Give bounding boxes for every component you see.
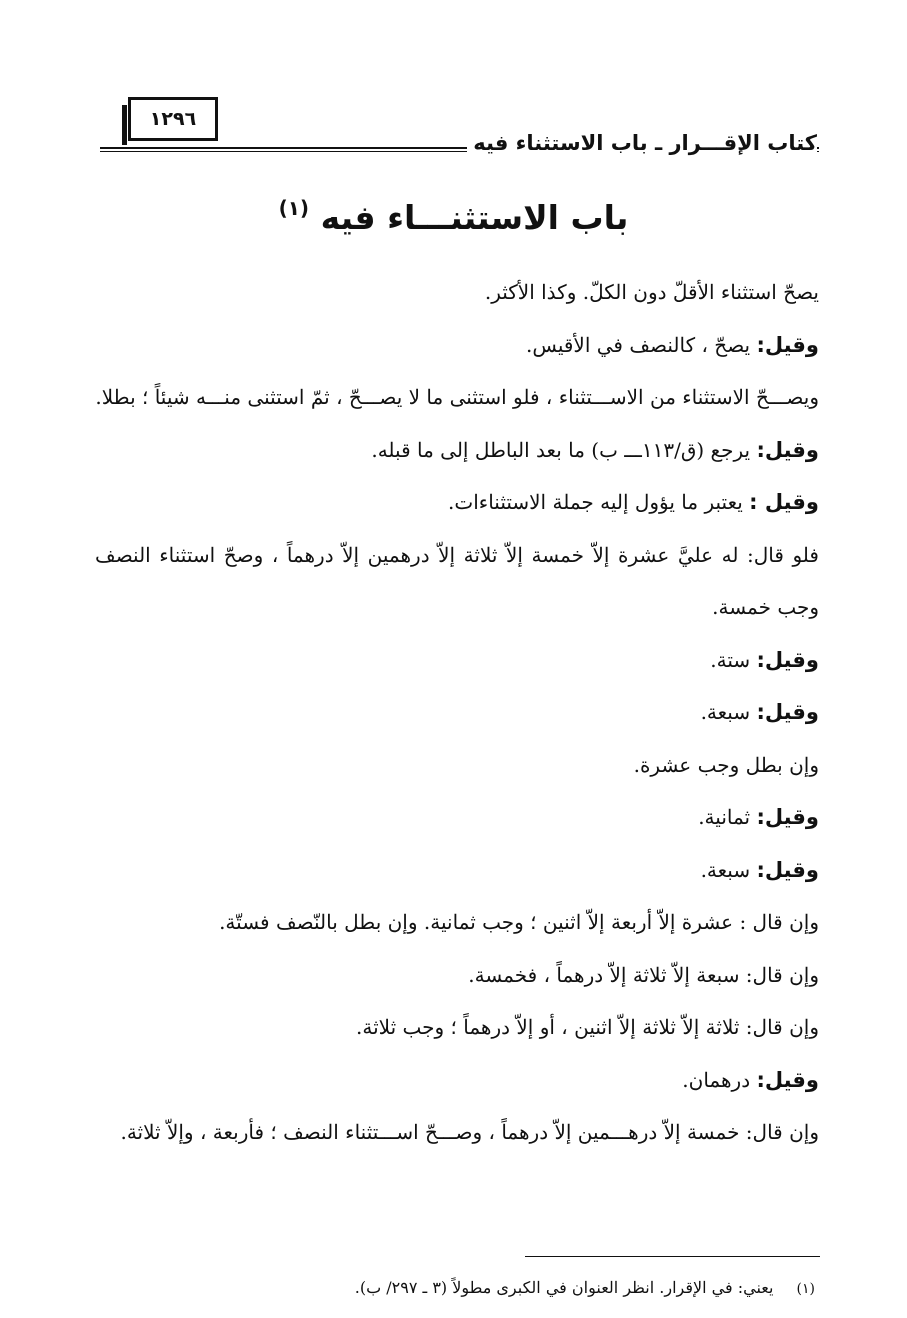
paragraph-text: يرجع (ق/١١٣ـــ ب) ما بعد الباطل إلى ما قبله. bbox=[371, 437, 757, 462]
paragraph-text: سبعة. bbox=[700, 857, 757, 882]
paragraph bbox=[95, 319, 819, 372]
chapter-title-footnote-ref: (١) bbox=[278, 196, 310, 220]
paragraph-text: وإن بطل وجب عشرة. bbox=[633, 752, 819, 777]
paragraph-text: فلو قال: له عليَّ عشرة إلاّ خمسة إلاّ ثلاثة إلاّ درهمين إلاّ درهماً ، وصحّ استثناء النصف وجب خمسة. bbox=[95, 542, 819, 619]
paragraph-text: ستة. bbox=[710, 647, 757, 672]
paragraph bbox=[95, 1106, 819, 1159]
paragraph-text: يصحّ استثناء الأقلّ دون الكلّ. وكذا الأكثر. bbox=[484, 280, 819, 304]
paragraph bbox=[95, 686, 819, 739]
paragraph-lead: وقيل: bbox=[756, 437, 819, 462]
paragraph bbox=[95, 371, 819, 424]
paragraph bbox=[95, 844, 819, 897]
paragraph-text: وإن قال: خمسة إلاّ درهـــمين إلاّ درهماً ، وصـــحّ اســـتثناء النصف ؛ فأربعة ، وإلاّ ثلاثة. bbox=[120, 1120, 819, 1144]
paragraph bbox=[95, 791, 819, 844]
paragraph-text: سبعة. bbox=[700, 700, 757, 724]
paragraph bbox=[95, 476, 819, 529]
paragraph-text: درهمان. bbox=[682, 1067, 757, 1092]
paragraph-lead: وقيل: bbox=[756, 805, 819, 829]
paragraph-lead: وقيل: bbox=[756, 857, 819, 882]
paragraph-lead: وقيل: bbox=[756, 647, 819, 672]
paragraph-text: يعتبر ما يؤول إليه جملة الاستثناءات. bbox=[448, 490, 750, 514]
chapter-title bbox=[200, 178, 707, 238]
paragraph bbox=[95, 266, 819, 319]
paragraph bbox=[95, 896, 819, 949]
paragraph bbox=[95, 634, 819, 687]
running-head: كتاب الإقـــرار ـ باب الاستثناء فيه bbox=[467, 128, 817, 158]
page-number-box bbox=[128, 97, 218, 141]
paragraph bbox=[95, 1001, 819, 1054]
chapter-title-text: باب الاستثنـــاء فيه bbox=[320, 198, 629, 237]
footnote-text: يعني: في الإقرار. انظر العنوان في الكبرى مطولاً (٣ ـ ٢٩٧/ ب). bbox=[354, 1278, 774, 1297]
footnote-rule bbox=[525, 1256, 820, 1257]
paragraph-text: يصحّ ، كالنصف في الأقيس. bbox=[525, 332, 757, 357]
paragraph-text: وإن قال: سبعة إلاّ ثلاثة إلاّ درهماً ، فخمسة. bbox=[468, 962, 819, 987]
paragraph bbox=[95, 739, 819, 792]
paragraph bbox=[95, 529, 819, 634]
paragraph-lead: وقيل : bbox=[749, 490, 819, 514]
paragraph bbox=[95, 424, 819, 477]
paragraph-text: ويصـــحّ الاستثناء من الاســـتثناء ، فلو استثنى ما لا يصـــحّ ، ثمّ استثنى منـــه شيئاً ؛ بطلا. bbox=[95, 385, 819, 409]
paragraph-text: وإن قال : عشرة إلاّ أربعة إلاّ اثنين ؛ وجب ثمانية. وإن بطل بالنّصف فستّة. bbox=[219, 910, 819, 934]
footnote-marker: (١) bbox=[796, 1281, 815, 1297]
page-number: ١٢٩٦ bbox=[149, 108, 197, 130]
footnote bbox=[150, 1276, 815, 1301]
paragraph-lead: وقيل: bbox=[756, 700, 819, 724]
paragraph-lead: وقيل: bbox=[756, 1067, 819, 1092]
paragraph-text: ثمانية. bbox=[698, 805, 757, 829]
body-text bbox=[95, 266, 819, 1159]
paragraph-lead: وقيل: bbox=[756, 332, 819, 357]
paragraph-text: وإن قال: ثلاثة إلاّ ثلاثة إلاّ اثنين ، أو إلاّ درهماً ؛ وجب ثلاثة. bbox=[356, 1015, 819, 1039]
paragraph bbox=[95, 949, 819, 1002]
paragraph bbox=[95, 1054, 819, 1107]
